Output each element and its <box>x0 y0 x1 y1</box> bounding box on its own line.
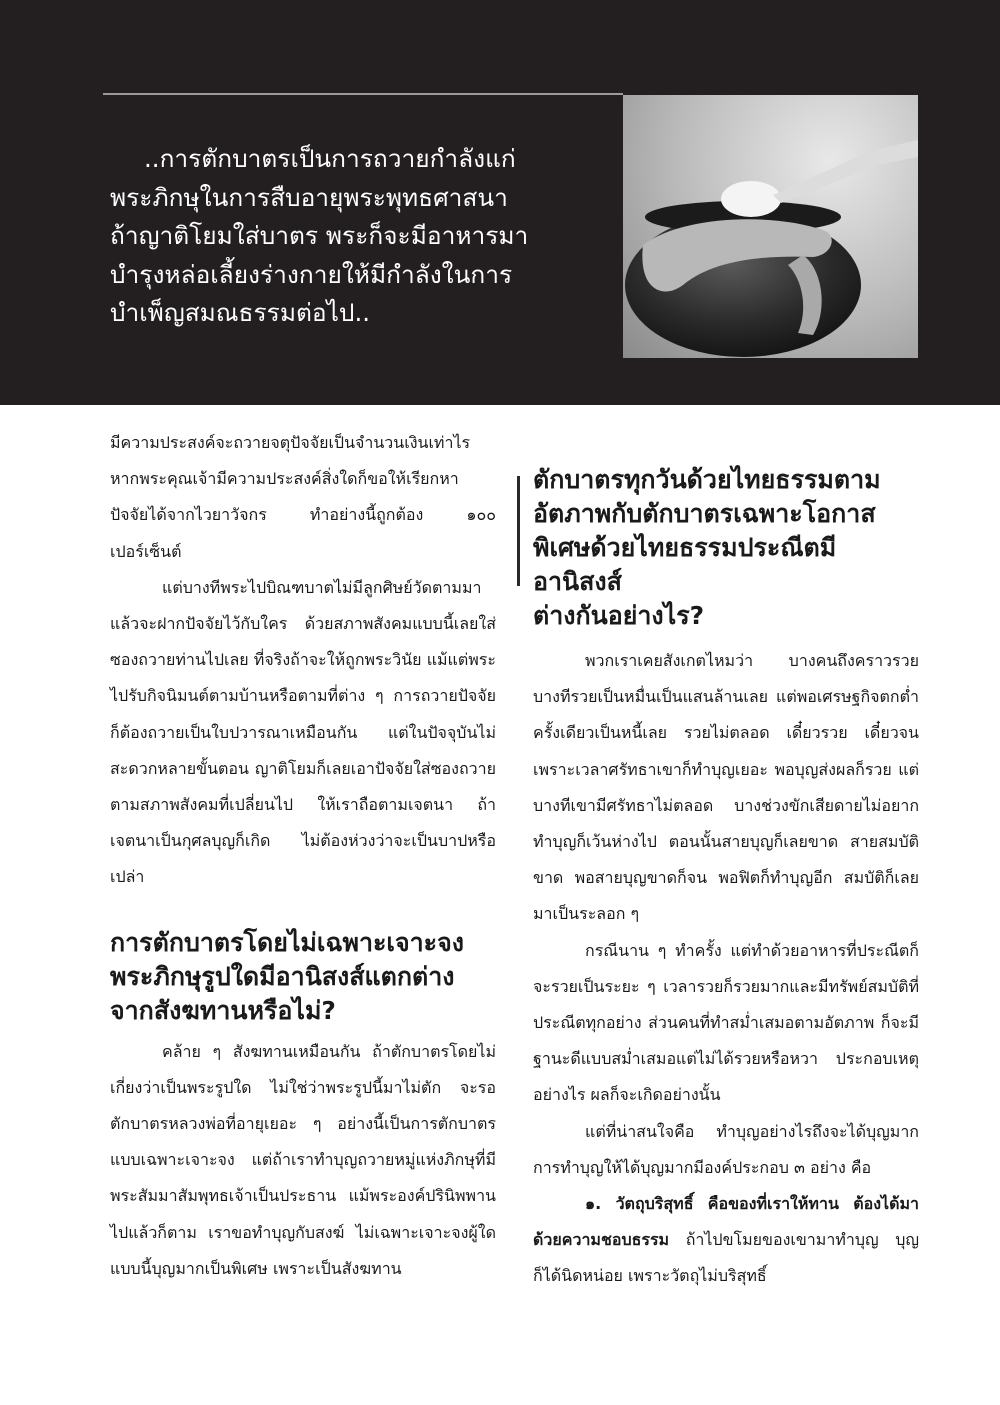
header-banner <box>0 0 1000 405</box>
paragraph: แต่บางทีพระไปบิณฑบาตไม่มีลูกศิษย์วัดตามมา แล้วจะฝากปัจจัยไว้กับใคร ด้วยสภาพสังคมแบบนี้เลยใส่ซองถวายท่านไปเลย ที่จริงถ้าจะให้ถูกพระวินัย แม้แต่พระไปรับกิจนิมนต์ตามบ้านหรือตามที่ต่าง ๆ การถวายปัจจัยก็ต้องถวายเป็นใบปวารณาเหมือนกัน แต่ในปัจจุบันไม่สะดวกหลายขั้นตอน ญาติโยมก็เลยเอาปัจจัยใส่ซองถวายตามสภาพสังคมที่เปลี่ยนไป ให้เราถือตามเจตนา ถ้าเจตนาเป็นกุศลบุญก็เกิด ไม่ต้องห่วงว่าจะเป็นบาปหรือเปล่า <box>110 577 496 887</box>
quote-line: บำรุงหล่อเลี้ยงร่างกายให้มีกำลังในการ <box>110 259 513 289</box>
paragraph-rest: ถ้าไปขโมยของเขามาทำบุญ บุญก็ได้นิดหน่อย เพราะวัตถุไม่บริสุทธิ์ <box>533 1230 919 1286</box>
heading-line: พระภิกษุรูปใดมีอานิสงส์แตกต่าง <box>110 961 455 991</box>
section-heading <box>533 463 919 633</box>
paragraph: พวกเราเคยสังเกตไหมว่า บางคนถึงคราวรวยบางทีรวยเป็นหมื่นเป็นแสนล้านเลย แต่พอเศรษฐกิจตกต่ำครั้งเดียวเป็นหนี้เลย รวยไม่ตลอด เดี๋ยวรวย เดี๋ยวจน เพราะเวลาศรัทธาเขาก็ทำบุญเยอะ พอบุญส่งผลก็รวย แต่บางทีเขามีศรัทธาไม่ตลอด บางช่วงขักเสียดายไม่อยากทำบุญก็เว้นห่างไป ตอนนั้นสายบุญก็เลยขาด สายสมบัติขาด พอสายบุญขาดก็จน พอฟิตก็ทำบุญอีก สมบัติก็เลยมาเป็นระลอก ๆ <box>533 651 919 924</box>
alms-bowl-illustration <box>623 95 918 358</box>
quote-line: บำเพ็ญสมณธรรมต่อไป.. <box>110 298 371 327</box>
banner-quote <box>110 140 610 333</box>
heading-line: ตักบาตรทุกวันด้วยไทยธรรมตาม <box>533 465 881 494</box>
heading-line: การตักบาตรโดยไม่เฉพาะเจาะจง <box>110 927 464 957</box>
decorative-rule <box>103 93 623 95</box>
paragraph: คล้าย ๆ สังฆทานเหมือนกัน ถ้าตักบาตรโดยไม่เกี่ยงว่าเป็นพระรูปใด ไม่ใช่ว่าพระรูปนี้มาไม่ตัก จะรอตักบาตรหลวงพ่อที่อายุเยอะ ๆ อย่างนี้เป็นการตักบาตรแบบเฉพาะเจาะจง แต่ถ้าเราทำบุญถวายหมู่แห่งภิกษุที่มีพระสัมมาสัมพุทธเจ้าเป็นประธาน แม้พระองค์ปรินิพพานไปแล้วก็ตาม เราขอทำบุญกับสงฆ์ ไม่เฉพาะเจาะจงผู้ใด แบบนี้บุญมากเป็นพิเศษ เพราะเป็นสังฆทาน <box>110 1041 496 1278</box>
heading-accent-bar <box>517 476 520 586</box>
left-column <box>110 425 496 1287</box>
heading-line: พิเศษด้วยไทยธรรมประณีตมีอานิสงส์ <box>533 533 837 596</box>
paragraph: มีความประสงค์จะถวายจตุปัจจัยเป็นจำนวนเงินเท่าไร หากพระคุณเจ้ามีความประสงค์สิ่งใดก็ขอให้เรียกหาปัจจัยได้จากไวยาวัจกร ทำอย่างนี้ถูกต้อง ๑๐๐ เปอร์เซ็นต์ <box>110 433 496 561</box>
paragraph: แต่ที่น่าสนใจคือ ทำบุญอย่างไรถึงจะได้บุญมาก การทำบุญให้ได้บุญมากมีองค์ประกอบ ๓ อย่าง คือ <box>533 1121 919 1177</box>
heading-line: จากสังฆทานหรือไม่? <box>110 995 336 1025</box>
bold-lead: ๑. วัตถุบริสุทธิ์ คือของที่เราให้ทาน ต้องได้มาด้วยความชอบธรรม <box>533 1194 919 1250</box>
paragraph: กรณีนาน ๆ ทำครั้ง แต่ทำด้วยอาหารที่ประณีตก็จะรวยเป็นระยะ ๆ เวลารวยก็รวยมากและมีทรัพย์สมบัติที่ประณีตทุกอย่าง ส่วนคนที่ทำสม่ำเสมอตามอัตภาพ ก็จะมีฐานะดีแบบสม่ำเสมอแต่ไม่ได้รวยหรือหวา ประกอบเหตุอย่างไร ผลก็จะเกิดอย่างนั้น <box>533 940 919 1105</box>
quote-line: พระภิกษุในการสืบอายุพระพุทธศาสนา <box>110 182 508 212</box>
spoon-hand-shape <box>773 140 918 203</box>
section-heading <box>110 926 496 1028</box>
right-column <box>533 463 919 1295</box>
quote-line: ..การตักบาตรเป็นการถวายกำลังแก่ <box>144 144 516 173</box>
heading-line: อัตภาพกับตักบาตรเฉพาะโอกาส <box>533 499 876 528</box>
heading-line: ต่างกันอย่างไร? <box>533 601 705 630</box>
paragraph <box>533 1186 919 1295</box>
alms-bowl-photo <box>623 95 918 358</box>
rice-shape <box>721 181 781 217</box>
quote-line: ถ้าญาติโยมใส่บาตร พระก็จะมีอาหารมา <box>110 221 529 250</box>
